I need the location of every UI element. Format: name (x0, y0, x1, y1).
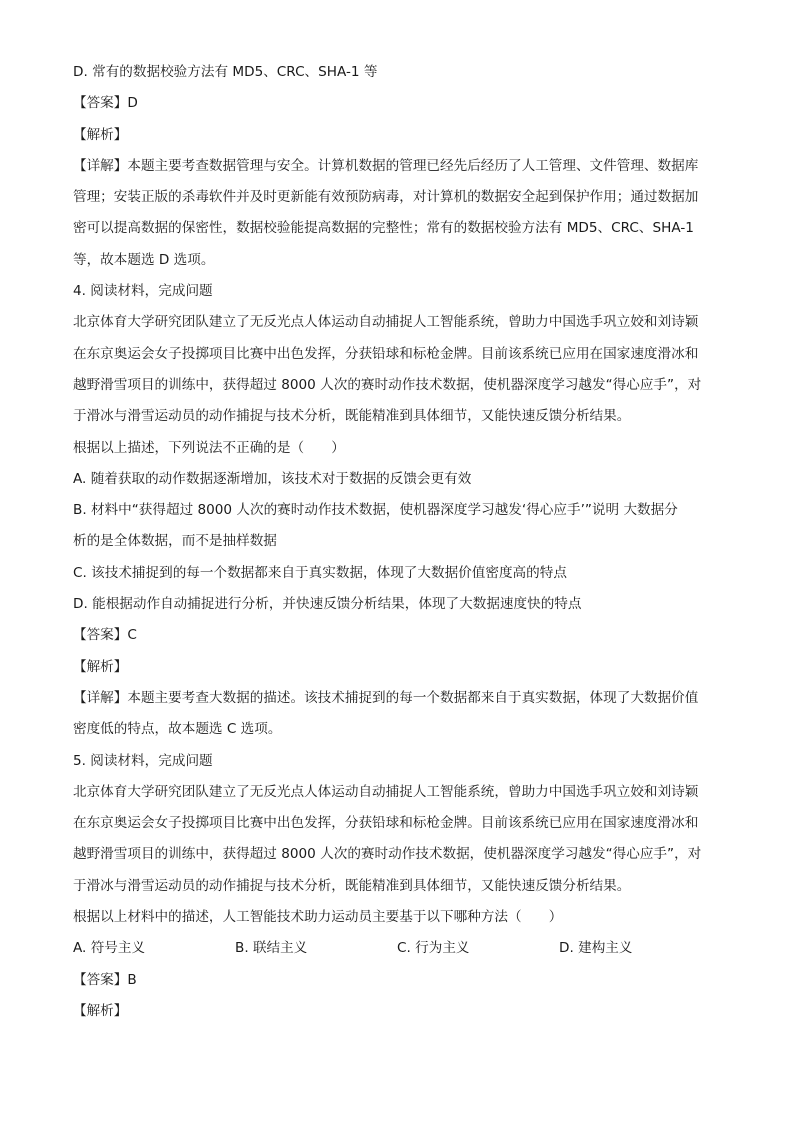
q5-material (73, 782, 723, 897)
material-line: 在东京奥运会女子投掷项目比赛中出色发挥，分获铅球和标枪金牌。目前该系统已应用在国家速度滑冰和 (73, 815, 699, 832)
q5-option-c: C. 行为主义 (397, 940, 470, 957)
detail-tag: 【详解】 (73, 157, 128, 174)
q5-option-d: D. 建构主义 (559, 940, 633, 957)
q3-answer (73, 93, 723, 114)
answer-tag: 【答案】 (73, 971, 128, 988)
q5-option-a: A. 符号主义 (73, 940, 146, 957)
q3-analysis-tag: 【解析】 (73, 126, 128, 143)
q5-question: 根据以上材料中的描述，人工智能技术助力运动员主要基于以下哪种方法（ ） (73, 909, 563, 926)
material-line: 北京体育大学研究团队建立了无反光点人体运动自动捕捉人工智能系统，曾助力中国选手巩立姣和刘诗颖 (73, 314, 699, 331)
material-line: 北京体育大学研究团队建立了无反光点人体运动自动捕捉人工智能系统，曾助力中国选手巩立姣和刘诗颖 (73, 783, 699, 800)
answer-value: B (127, 971, 137, 988)
q3-detail (73, 156, 723, 271)
answer-tag: 【答案】 (73, 95, 128, 112)
detail-line: 密可以提高数据的保密性，数据校验能提高数据的完整性；常有的数据校验方法有 MD5、CRC、SHA-1 (73, 220, 694, 237)
q4-analysis-tag: 【解析】 (73, 658, 128, 675)
detail-tag: 【详解】 (73, 689, 128, 706)
material-line: 越野滑雪项目的训练中，获得超过 8000 人次的赛时动作技术数据，使机器深度学习越发“得心应手”，对 (73, 376, 702, 393)
q4-option-b: B. 材料中“获得超过 8000 人次的赛时动作技术数据，使机器深度学习越发‘得心应手’”说明 大数据分 (73, 502, 678, 519)
detail-line: 密度低的特点，故本题选 C 选项。 (73, 721, 282, 738)
q5-answer (73, 970, 723, 991)
q4-answer (73, 625, 723, 646)
q4-question: 根据以上描述，下列说法不正确的是（ ） (73, 439, 345, 456)
q4-title: 4. 阅读材料，完成问题 (73, 283, 213, 300)
q4-option-c: C. 该技术捕捉到的每一个数据都来自于真实数据，体现了大数据价值密度高的特点 (73, 564, 567, 581)
detail-line: 等，故本题选 D 选项。 (73, 251, 215, 268)
q5-options (73, 938, 723, 959)
q4-option-b-cont: 析的是全体数据，而不是抽样数据 (73, 533, 277, 550)
q4-material (73, 312, 723, 427)
detail-line: 本题主要考查数据管理与安全。计算机数据的管理已经先后经历了人工管理、文件管理、数据库 (127, 157, 699, 174)
material-line: 于滑冰与滑雪运动员的动作捕捉与技术分析，既能精准到具体细节，又能快速反馈分析结果。 (73, 877, 631, 894)
document-page (73, 62, 723, 1032)
answer-value: C (127, 627, 137, 644)
answer-tag: 【答案】 (73, 627, 128, 644)
q5-option-b: B. 联结主义 (235, 940, 308, 957)
q5-title: 5. 阅读材料，完成问题 (73, 752, 213, 769)
detail-line: 本题主要考查大数据的描述。该技术捕捉到的每一个数据都来自于真实数据，体现了大数据价值 (127, 689, 699, 706)
answer-value: D (127, 95, 138, 112)
detail-line: 管理；安装正版的杀毒软件并及时更新能有效预防病毒，对计算机的数据安全起到保护作用；通过数据加 (73, 189, 699, 206)
material-line: 越野滑雪项目的训练中，获得超过 8000 人次的赛时动作技术数据，使机器深度学习越发“得心应手”，对 (73, 846, 702, 863)
q3-option-d: D. 常有的数据校验方法有 MD5、CRC、SHA-1 等 (73, 64, 378, 80)
q4-option-a: A. 随着获取的动作数据逐渐增加，该技术对于数据的反馈会更有效 (73, 470, 472, 487)
material-line: 在东京奥运会女子投掷项目比赛中出色发挥，分获铅球和标枪金牌。目前该系统已应用在国家速度滑冰和 (73, 345, 699, 362)
material-line: 于滑冰与滑雪运动员的动作捕捉与技术分析，既能精准到具体细节，又能快速反馈分析结果。 (73, 408, 631, 425)
q4-detail (73, 688, 723, 740)
q5-analysis-tag: 【解析】 (73, 1002, 128, 1019)
q4-option-d: D. 能根据动作自动捕捉进行分析，并快速反馈分析结果，体现了大数据速度快的特点 (73, 596, 582, 613)
